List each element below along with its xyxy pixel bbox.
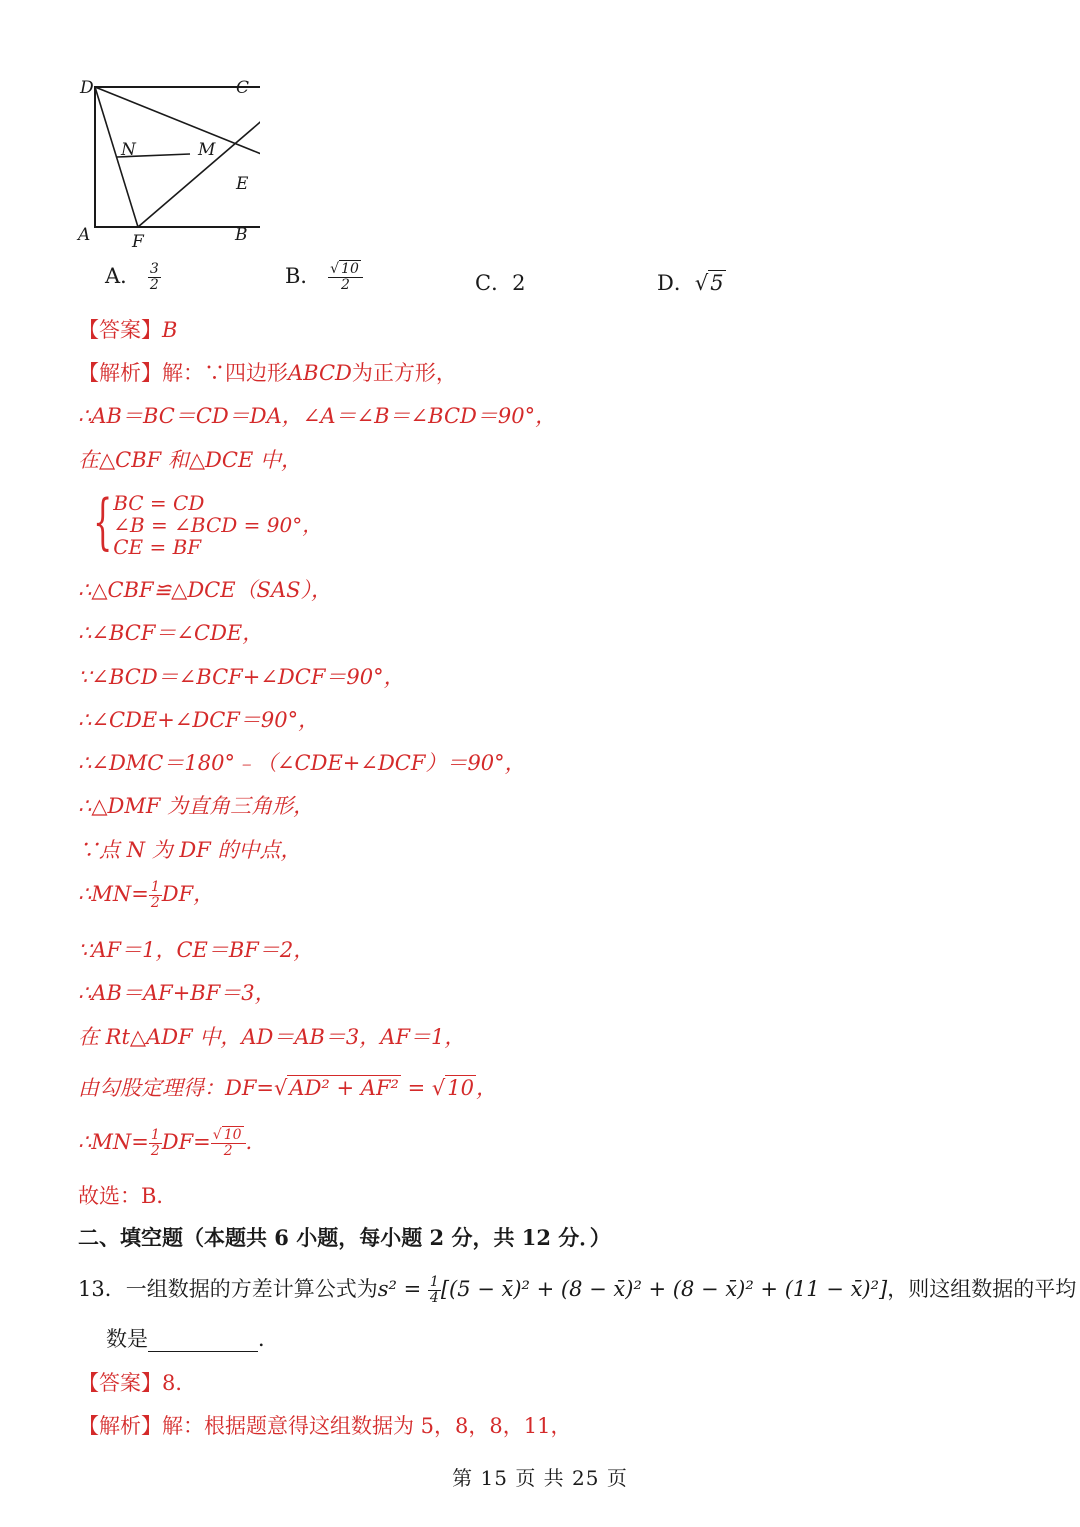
label-d: D (80, 78, 94, 98)
q12-line-11: ∵AF＝1，CE＝BF＝2， (78, 938, 315, 962)
q12-line-2: 在△CBF 和△DCE 中， (78, 448, 302, 472)
option-a: A． $\frac{3}{2}$ (105, 261, 159, 293)
option-b: B． $\frac{√ 10}{2}$ (285, 262, 363, 293)
q12-line-9: ∵点 N 为 DF 的中点， (78, 838, 302, 862)
q12-choice: 故选：B． (78, 1184, 178, 1208)
q13-answer: 【答案】8． (78, 1371, 197, 1395)
q13-stem-line2: 数是 ． (106, 1327, 279, 1351)
q12-line-7: ∴∠DMC＝180°﹣（∠CDE+∠DCF）＝90°， (78, 751, 526, 775)
q13-stem: 13．一组数据的方差计算公式为s² = $\frac{1}{4}$ [(5 − x̄)² + (8 − x̄)² + (8 − x̄)² + (11 − x̄)²]，则这组数据的平均 (78, 1274, 1077, 1306)
equation-system: { BC = CD ∠B = ∠BCD = 90°， CE = BF (93, 487, 323, 559)
q12-line-8: ∴△DMF 为直角三角形， (78, 794, 315, 818)
q12-line-10: ∴MN= $\frac{1}{2}$ DF， (78, 879, 215, 911)
label-m: M (198, 140, 216, 160)
option-c: C．2 (475, 271, 526, 295)
q12-line-1: ∴AB＝BC＝CD＝DA，∠A＝∠B＝∠BCD＝90°， (78, 404, 557, 428)
label-e: E (236, 174, 249, 194)
q12-line-3: ∴△CBF≌△DCE（SAS）， (78, 578, 332, 602)
q12-analysis-start: 【解析】解：∵四边形ABCD为正方形， (78, 361, 457, 385)
answer-blank[interactable] (148, 1331, 258, 1352)
geometry-figure (70, 72, 260, 252)
q12-line-6: ∴∠CDE+∠DCF＝90°， (78, 708, 320, 732)
label-b: B (235, 225, 248, 245)
q12-line-12: ∴AB＝AF+BF＝3， (78, 981, 276, 1005)
q12-line-14: 由勾股定理得：DF=√AD² + AF² = √10， (78, 1076, 498, 1100)
label-c: C (236, 78, 250, 98)
label-a: A (78, 225, 91, 245)
label-f: F (132, 232, 144, 252)
q12-answer: 【答案】B (78, 318, 178, 342)
q13-analysis: 【解析】解：根据题意得这组数据为 5，8，8，11， (78, 1414, 572, 1438)
q12-line-5: ∵∠BCD＝∠BCF+∠DCF＝90°， (78, 665, 405, 689)
page-footer: 第 15 页 共 25 页 (452, 1466, 628, 1490)
q12-line-15: ∴MN= $\frac{1}{2}$ DF= $\frac{√ 10}{2}$ . (78, 1127, 253, 1159)
brace-icon: { (93, 487, 113, 557)
q12-line-4: ∴∠BCF＝∠CDE， (78, 621, 264, 645)
option-d: D．√5 (657, 271, 724, 295)
label-n: N (121, 140, 136, 160)
section-heading: 二、填空题（本题共 6 小题，每小题 2 分，共 12 分．） (78, 1225, 611, 1250)
q12-line-13: 在 Rt△ADF 中，AD＝AB＝3，AF＝1， (78, 1025, 466, 1049)
